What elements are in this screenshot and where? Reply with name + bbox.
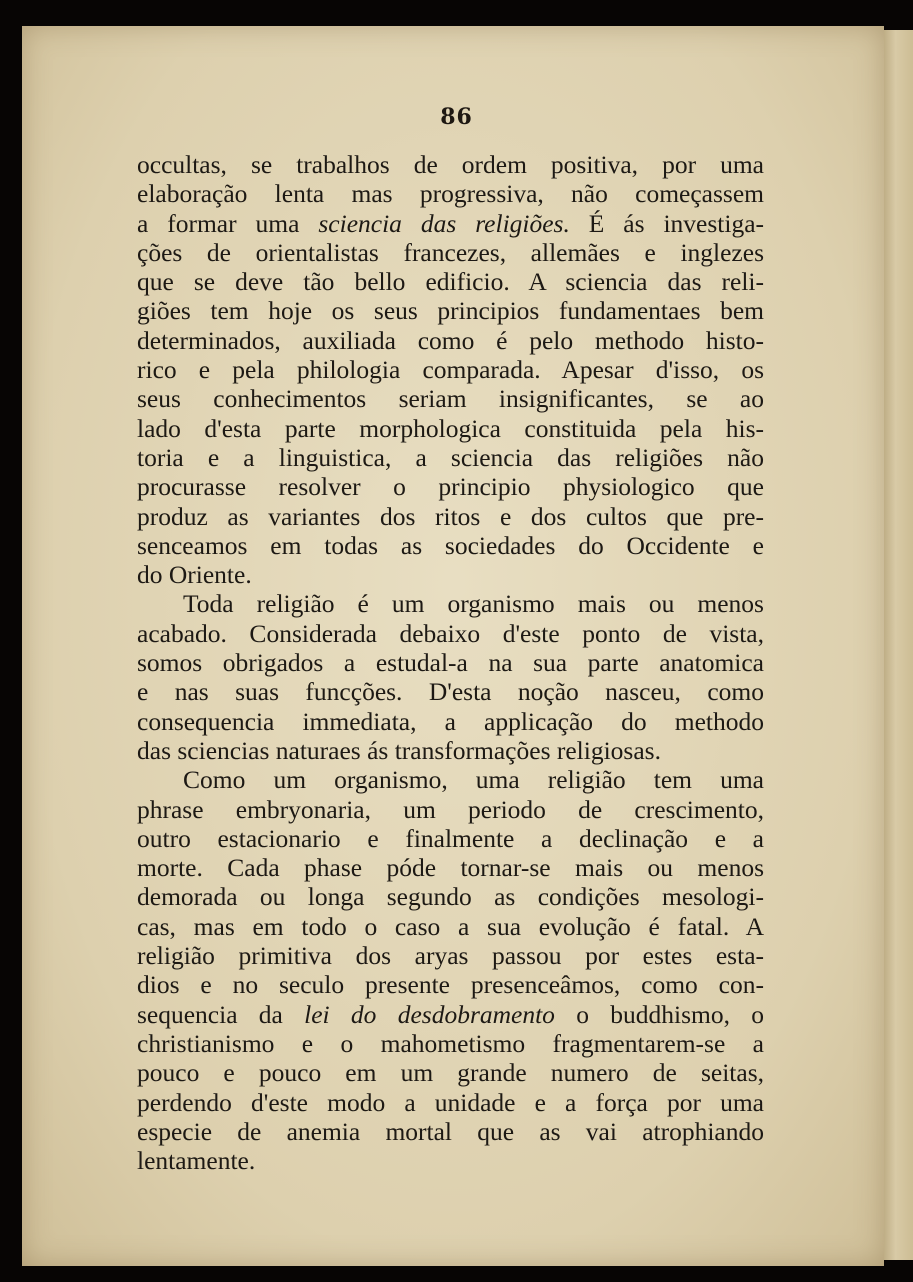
text-run: senceamos em todas as sociedades do Occidente e — [137, 530, 764, 560]
text-run: toria e a linguistica, a sciencia das religiões não — [137, 442, 764, 472]
text-line — [137, 912, 764, 941]
text-line — [137, 795, 764, 824]
text-line — [137, 765, 764, 794]
text-line — [137, 853, 764, 882]
text-line — [137, 296, 764, 325]
text-line — [137, 882, 764, 911]
text-run: lado d'esta parte morphologica constituida pela his- — [137, 413, 764, 443]
text-run: Como um organismo, uma religião tem uma — [183, 765, 764, 795]
text-run: elaboração lenta mas progressiva, não começassem — [137, 179, 764, 209]
text-line — [137, 502, 764, 531]
text-run: cas, mas em todo o caso a sua evolução é fatal. A — [137, 911, 764, 941]
text-line — [137, 355, 764, 384]
text-run: demorada ou longa segundo as condições mesologi- — [137, 882, 764, 912]
text-run: consequencia immediata, a applicação do methodo — [137, 706, 764, 736]
paragraph — [137, 150, 764, 589]
text-line — [137, 1029, 764, 1058]
text-run: das sciencias naturaes ás transformações religiosas. — [137, 735, 661, 765]
text-line — [137, 179, 764, 208]
text-line — [137, 209, 764, 238]
text-run: É ás investiga- — [569, 208, 764, 238]
text-run: e nas suas funcções. D'esta noção nasceu, como — [137, 677, 764, 707]
text-line — [137, 267, 764, 296]
text-run: Toda religião é um organismo mais ou menos — [183, 589, 764, 619]
text-line — [137, 707, 764, 736]
text-run: sequencia da — [137, 999, 305, 1029]
text-run: christianismo e o mahometismo fragmentarem-se a — [137, 1028, 764, 1058]
italic-text: lei do desdobramento — [304, 999, 555, 1029]
text-run: acabado. Considerada debaixo d'este ponto de vista, — [137, 618, 764, 648]
text-line — [137, 970, 764, 999]
text-run: dios e no seculo presente presenceâmos, como con- — [137, 970, 764, 1000]
text-line — [137, 1088, 764, 1117]
text-line — [137, 1146, 764, 1175]
text-run: que se deve tão bello edificio. A sciencia das reli- — [137, 267, 764, 297]
text-line — [137, 824, 764, 853]
text-run: giões tem hoje os seus principios fundamentaes bem — [137, 296, 764, 326]
text-run: religião primitiva dos aryas passou por estes esta- — [137, 941, 764, 971]
text-run: a formar uma — [137, 208, 319, 238]
text-line — [137, 648, 764, 677]
paragraph — [137, 589, 764, 765]
text-run: perdendo d'este modo a unidade e a força por uma — [137, 1087, 764, 1117]
text-line — [137, 472, 764, 501]
text-run: seus conhecimentos seriam insignificantes, se ao — [137, 384, 764, 414]
text-line — [137, 677, 764, 706]
page-number: 86 — [440, 104, 473, 130]
text-line — [137, 589, 764, 618]
text-line — [137, 384, 764, 413]
text-run: procurasse resolver o principio physiologico que — [137, 472, 764, 502]
body-text — [137, 150, 764, 1175]
text-line — [137, 150, 764, 179]
text-run: especie de anemia mortal que as vai atrophiando — [137, 1116, 764, 1146]
italic-text: sciencia das religiões. — [318, 208, 570, 238]
text-line — [137, 1117, 764, 1146]
text-line — [137, 414, 764, 443]
text-run: occultas, se trabalhos de ordem positiva, por uma — [137, 150, 764, 179]
text-run: phrase embryonaria, um periodo de crescimento, — [137, 794, 764, 824]
text-line — [137, 238, 764, 267]
text-run: pouco e pouco em um grande numero de seitas, — [137, 1058, 764, 1088]
text-line — [137, 560, 764, 589]
text-run: somos obrigados a estudal-a na sua parte anatomica — [137, 648, 764, 678]
text-run: morte. Cada phase póde tornar-se mais ou menos — [137, 853, 764, 883]
text-run: ções de orientalistas francezes, allemães e inglezes — [137, 237, 764, 267]
text-run: produz as variantes dos ritos e dos cultos que pre- — [137, 501, 764, 531]
paragraph — [137, 765, 764, 1175]
text-run: o buddhismo, o — [554, 999, 764, 1029]
next-page-edge — [884, 30, 913, 1260]
text-run: determinados, auxiliada como é pelo methodo histo- — [137, 325, 764, 355]
text-line — [137, 443, 764, 472]
text-run: outro estacionario e finalmente a declinação e a — [137, 823, 764, 853]
text-line — [137, 1000, 764, 1029]
text-run: do Oriente. — [137, 560, 252, 590]
text-line — [137, 736, 764, 765]
text-line — [137, 531, 764, 560]
text-line — [137, 326, 764, 355]
text-line — [137, 1058, 764, 1087]
text-run: lentamente. — [137, 1146, 256, 1176]
text-line — [137, 941, 764, 970]
text-line — [137, 619, 764, 648]
text-run: rico e pela philologia comparada. Apesar d'isso, os — [137, 355, 764, 385]
